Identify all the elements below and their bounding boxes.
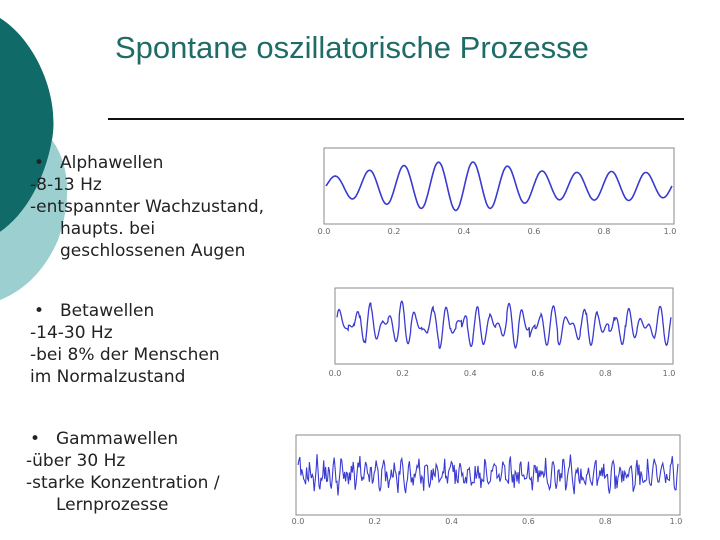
alpha-tick-2: 0.4 (457, 227, 471, 236)
beta-tick-4: 0.8 (599, 369, 612, 378)
beta-tick-0: 0.0 (328, 369, 342, 378)
alpha-tick-5: 1.0 (663, 227, 677, 236)
beta-tick-5: 1.0 (662, 369, 676, 378)
gamma-tick-2: 0.4 (445, 517, 458, 526)
gamma-heading: • Gammawellen (26, 428, 220, 450)
alpha-tick-1: 0.2 (387, 227, 401, 236)
alpha-line-1: -8-13 Hz (30, 175, 102, 195)
beta-plot-frame (335, 288, 673, 364)
gamma-tick-5: 1.0 (669, 517, 683, 526)
beta-line-1: -14-30 Hz (30, 323, 113, 343)
alpha-line-2: -entspannter Wachzustand, (30, 197, 265, 217)
gamma-cont-1: Lernprozesse (56, 495, 169, 515)
beta-heading: • Betawellen (30, 300, 220, 322)
beta-line-3: im Normalzustand (30, 367, 186, 387)
gamma-tick-1: 0.2 (368, 517, 382, 526)
slide-title: Spontane oszillatorische Prozesse (115, 30, 589, 65)
gamma-line-2: -starke Konzentration / (26, 473, 220, 493)
gamma-text-block (26, 428, 220, 516)
gamma-tick-0: 0.0 (291, 517, 305, 526)
alpha-tick-3: 0.6 (527, 227, 541, 236)
beta-wave-plot (328, 285, 680, 379)
alpha-tick-4: 0.8 (597, 227, 611, 236)
gamma-tick-4: 0.8 (598, 517, 612, 526)
alpha-heading: • Alphawellen (30, 152, 264, 174)
gamma-line-1: -über 30 Hz (26, 451, 126, 471)
alpha-text-block (30, 152, 264, 262)
beta-tick-1: 0.2 (396, 369, 409, 378)
beta-tick-2: 0.4 (463, 369, 477, 378)
gamma-tick-3: 0.6 (522, 517, 535, 526)
alpha-tick-0: 0.0 (318, 227, 331, 236)
beta-tick-3: 0.6 (531, 369, 545, 378)
title-divider (108, 118, 684, 120)
alpha-wave-plot (318, 145, 680, 237)
beta-line-2: -bei 8% der Menschen (30, 345, 220, 365)
alpha-cont-1: haupts. bei (60, 219, 156, 239)
beta-text-block (30, 300, 220, 388)
alpha-cont-2: geschlossenen Augen (60, 241, 246, 261)
gamma-wave-plot (288, 432, 688, 528)
